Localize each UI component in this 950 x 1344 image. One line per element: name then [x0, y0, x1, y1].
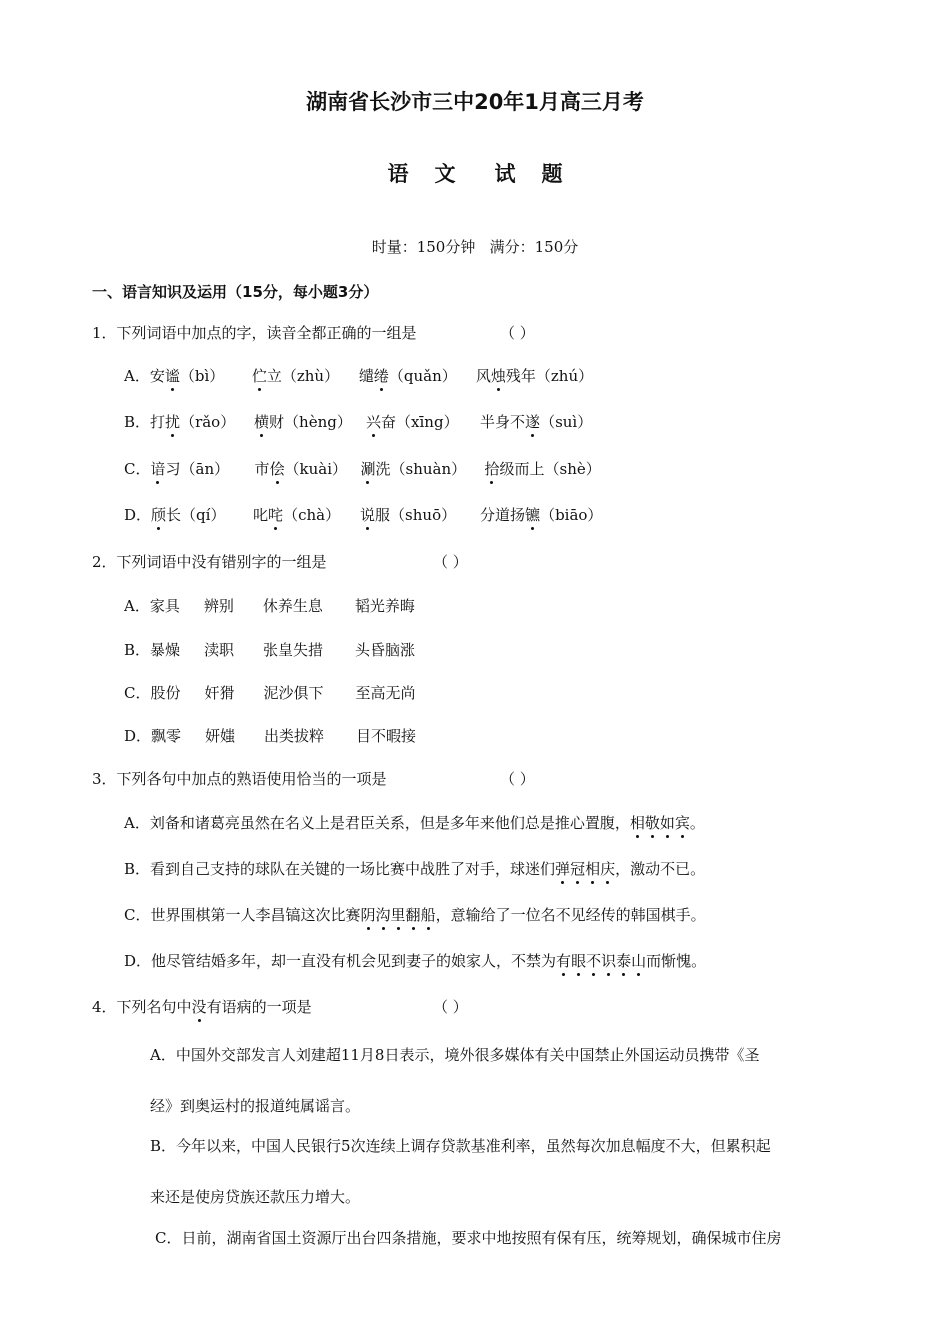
- option-word: 家具: [149, 597, 180, 615]
- option-letter: C．: [124, 684, 151, 702]
- option-letter: A．: [124, 367, 150, 385]
- q3-option-a: A．刘备和诸葛亮虽然在名义上是君臣关系，但是多年来他们总是推心置腹，相敬如宾。: [124, 814, 705, 832]
- option-letter: B．: [124, 413, 151, 431]
- option-item: 拾级而上（shè）: [484, 460, 601, 478]
- document-title: 湖南省长沙市三中20年1月高三月考: [306, 90, 644, 114]
- option-word: 泥沙俱下: [263, 684, 324, 702]
- option-letter: A．: [150, 1046, 176, 1064]
- dotted-char: 庆: [600, 860, 616, 878]
- dotted-idiom: [630, 814, 690, 832]
- option-word: 张皇失措: [263, 641, 324, 659]
- q2-option-c: [124, 682, 416, 703]
- option-letter: A．: [124, 597, 150, 615]
- answer-blank: （ ）: [500, 324, 535, 342]
- answer-blank: （ ）: [433, 553, 468, 571]
- dotted-char: 识: [601, 952, 617, 970]
- option-word: 至高无尚: [355, 684, 416, 702]
- dotted-idiom: [556, 952, 646, 970]
- option-word: 渎职: [204, 641, 235, 659]
- option-letter: B．: [150, 1137, 177, 1155]
- dotted-char: 弹: [555, 860, 571, 878]
- q3-option-b: B．看到自己支持的球队在关键的一场比赛中战胜了对手，球迷们弹冠相庆，激动不已。: [124, 860, 706, 878]
- option-item: 颀长（qí）: [151, 506, 226, 524]
- option-item: 半身不遂（suì）: [480, 413, 593, 431]
- q4-option-a-line1: A．中国外交部发言人刘建超11月8日表示，境外很多媒体有关中国禁止外国运动员携带《圣: [150, 1046, 760, 1064]
- subtitle-char: 语: [387, 162, 409, 186]
- option-letter: D．: [124, 506, 152, 524]
- option-letter: C．: [155, 1229, 182, 1247]
- q2-option-a: [124, 595, 415, 616]
- dotted-idiom: [555, 860, 615, 878]
- dotted-char: 宾: [674, 814, 690, 832]
- option-item: 叱咤（chà）: [253, 506, 341, 524]
- option-item: 风烛残年（zhú）: [475, 367, 594, 385]
- dotted-char: 冠: [570, 860, 586, 878]
- dotted-char: 敬: [644, 814, 660, 832]
- answer-blank: （ ）: [500, 770, 535, 788]
- option-item: 横财（hèng）: [254, 413, 352, 431]
- dotted-char: 眼: [571, 952, 587, 970]
- dotted-char: 阴: [360, 906, 376, 924]
- option-item: 涮洗（shuàn）: [360, 460, 467, 478]
- option-word: 头昏脑涨: [355, 641, 416, 659]
- q1-option-d: [124, 504, 602, 525]
- q2-option-d: [124, 725, 416, 746]
- option-word: 奸猾: [204, 684, 235, 702]
- q4-option-b-line2: 来还是使房贷族还款压力增大。: [150, 1188, 361, 1206]
- subtitle-char: 题: [541, 162, 563, 186]
- section-heading: 一、语言知识及运用（15分，每小题3分）: [92, 283, 379, 301]
- option-letter: A．: [124, 814, 150, 832]
- dotted-char: 泰: [616, 952, 632, 970]
- dotted-idiom: [361, 906, 436, 924]
- option-item: 说服（shuō）: [360, 506, 457, 524]
- dotted-char: 有: [556, 952, 572, 970]
- option-word: 辨别: [203, 597, 234, 615]
- option-letter: B．: [124, 641, 151, 659]
- option-word: 股份: [150, 684, 181, 702]
- option-item: 谙习（ān）: [150, 460, 230, 478]
- option-letter: C．: [124, 460, 151, 478]
- question-2-stem: 2．下列词语中没有错别字的一组是: [92, 553, 327, 571]
- q2-option-b: [124, 639, 415, 660]
- dotted-char: 翻: [405, 906, 421, 924]
- option-item: 打扰（rǎo）: [150, 413, 236, 431]
- q1-option-c: [124, 458, 601, 479]
- answer-blank: （ ）: [433, 998, 468, 1016]
- option-letter: C．: [124, 906, 151, 924]
- q3-option-c: C．世界围棋第一人李昌镐这次比赛阴沟里翻船，意输给了一位名不见经传的韩国棋手。: [124, 906, 706, 924]
- option-word: 暴燥: [150, 641, 181, 659]
- exam-time-info: 时量：150分钟 满分：150分: [371, 238, 579, 256]
- dotted-char: 相: [629, 814, 645, 832]
- q4-option-a-line2: 经》到奥运村的报道纯属谣言。: [150, 1097, 361, 1115]
- subtitle-char: 试: [494, 162, 516, 186]
- subtitle-char: 文: [434, 162, 456, 186]
- dotted-char: 不: [586, 952, 602, 970]
- option-letter: D．: [124, 952, 152, 970]
- dotted-char: 里: [390, 906, 406, 924]
- option-word: 目不暇接: [356, 727, 417, 745]
- option-item: 分道扬镳（biāo）: [480, 506, 603, 524]
- q4-option-b-line1: B．今年以来，中国人民银行5次连续上调存贷款基准利率，虽然每次加息幅度不大，但累积起: [150, 1137, 771, 1155]
- dotted-char: 船: [420, 906, 436, 924]
- option-letter: B．: [124, 860, 151, 878]
- option-word: 休养生息: [262, 597, 323, 615]
- option-word: 飘零: [151, 727, 182, 745]
- option-item: 市侩（kuài）: [254, 460, 348, 478]
- document-subtitle: [0, 158, 950, 188]
- dotted-char: 沟: [375, 906, 391, 924]
- question-4-stem: 4．下列名句中没有语病的一项是: [92, 998, 312, 1016]
- question-3-stem: 3．下列各句中加点的熟语使用恰当的一项是: [92, 770, 387, 788]
- dotted-char: 山: [631, 952, 647, 970]
- option-item: 缱绻（quǎn）: [358, 367, 457, 385]
- q1-option-b: [124, 411, 592, 432]
- q4-option-c-line1: C．日前，湖南省国土资源厅出台四条措施，要求中地按照有保有压，统筹规划，确保城市住房: [155, 1229, 782, 1247]
- option-word: 出类拔粹: [264, 727, 325, 745]
- q1-option-a: [124, 365, 593, 386]
- q3-option-d: D．他尽管结婚多年，却一直没有机会见到妻子的娘家人，不禁为有眼不识泰山而惭愧。: [124, 952, 707, 970]
- option-word: 妍媸: [205, 727, 236, 745]
- option-item: 安谧（bì）: [149, 367, 225, 385]
- option-item: 兴奋（xīng）: [366, 413, 459, 431]
- option-word: 韬光养晦: [354, 597, 415, 615]
- option-letter: D．: [124, 727, 152, 745]
- question-1-stem: 1．下列词语中加点的字，读音全都正确的一组是: [92, 324, 417, 342]
- dotted-char: 相: [585, 860, 601, 878]
- option-item: 伫立（zhù）: [251, 367, 340, 385]
- dotted-char: 如: [659, 814, 675, 832]
